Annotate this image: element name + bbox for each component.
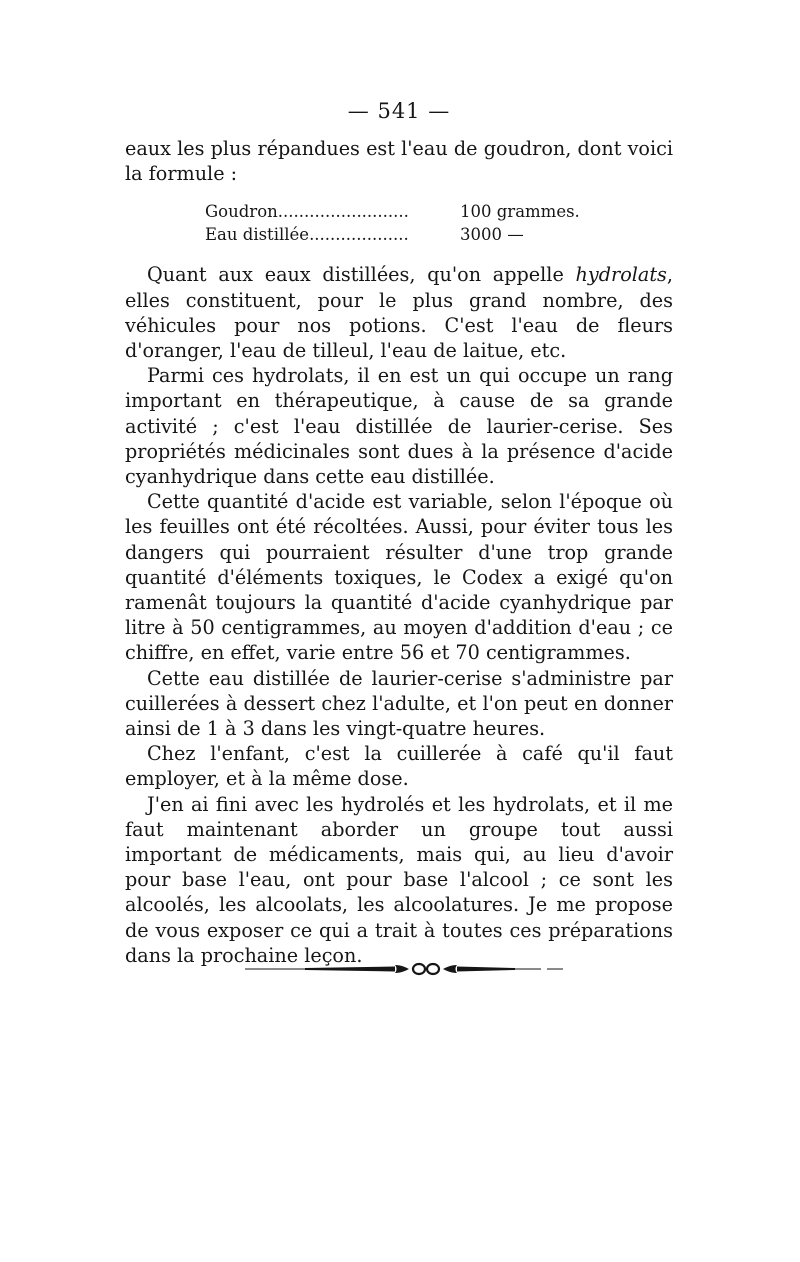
main-text: [125, 136, 673, 968]
paragraph-laurier-cerise: Parmi ces hydrolats, il en est un qui occupe un rang important en thérapeutique, à cause de sa grande activité ; c'est l'eau distillée de laurier-cerise. Ses propriétés médicinales sont dues à la présence d'acide cyanhydrique dans cette eau distillée.: [125, 364, 673, 489]
formula: [205, 200, 673, 246]
page-number: — 541 —: [347, 99, 451, 123]
opening-paragraph: eaux les plus répandues est l'eau de goudron, dont voici la formule :: [125, 137, 673, 186]
end-of-chapter-ornament-icon: [245, 957, 563, 981]
paragraph-child-dose: Chez l'enfant, c'est la cuillerée à café qu'il faut employer, et à la même dose.: [125, 742, 673, 791]
paragraph-acid-quantity: Cette quantité d'acide est variable, selon l'époque où les feuilles ont été récoltées. Aussi, pour éviter tous les dangers qui pourraient résulter d'une trop grande quantité d'éléments toxiques, le Codex a exigé qu'on ramenât toujours la quantité d'acide cyanhydrique par litre à 50 centigrammes, au moyen d'addition d'eau ; ce chiffre, en effet, varie entre 56 et 70 centigrammes.: [125, 490, 673, 665]
formula-quantity: 100 grammes.: [460, 202, 580, 222]
emphasis-hydrolats: hydrolats: [575, 263, 667, 287]
formula-ingredient: Goudron.........................: [205, 202, 409, 222]
formula-row: [205, 223, 673, 246]
paragraph-hydrolats: Quant aux eaux distillées, qu'on appelle hydrolats, elles constituent, pour le plus grand nombre, des véhicules pour nos potions. C'est l'eau de fleurs d'oranger, l'eau de tilleul, l'eau de laitue, etc.: [125, 263, 673, 363]
formula-ingredient: Eau distillée...................: [205, 225, 409, 245]
formula-quantity: 3000 —: [460, 225, 524, 245]
paragraph-adult-dose: Cette eau distillée de laurier-cerise s'administre par cuillerées à dessert chez l'adulte, et l'on peut en donner ainsi de 1 à 3 dans les vingt-quatre heures.: [125, 666, 673, 741]
page-body: [125, 98, 673, 968]
paragraph-next-lesson: J'en ai fini avec les hydrolés et les hydrolats, et il me faut maintenant aborder un groupe tout aussi important de médicaments, mais qui, au lieu d'avoir pour base l'eau, ont pour base l'alcool ; ce sont les alcoolés, les alcoolats, les alcoolatures. Je me propose de vous exposer ce qui a trait à toutes ces préparations dans la prochaine leçon.: [125, 792, 673, 967]
formula-row: [205, 200, 673, 223]
